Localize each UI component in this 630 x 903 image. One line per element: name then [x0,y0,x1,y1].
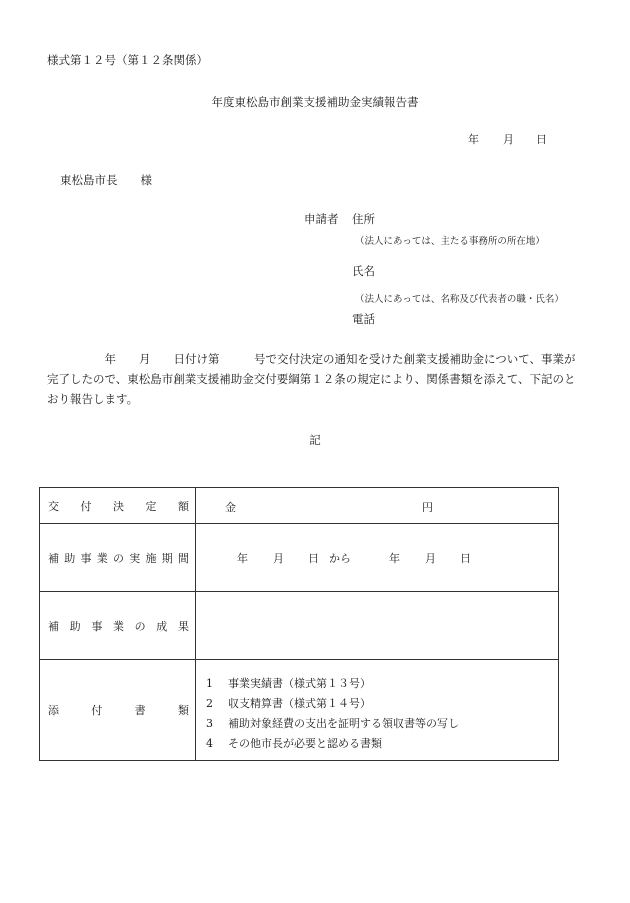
table-row-amount [40,488,559,524]
name-note: （法人にあっては、名称及び代表者の職・氏名） [355,294,564,305]
label-char: 交 [48,499,59,513]
label-char: 助 [69,619,81,633]
period-value-cell[interactable] [196,524,559,592]
label-char: 定 [145,499,157,513]
attachments-value-cell [196,660,559,761]
name-label: 氏名 [352,264,375,278]
period-label [40,524,196,592]
list-item [206,694,558,714]
list-item [206,734,558,754]
date-line [468,131,547,147]
label-char: 業 [96,551,108,565]
list-item [206,714,558,734]
addressee: 東松島市長 様 [60,173,152,187]
list-item-number: 4 [206,737,213,750]
period-kara: から [329,552,351,565]
phone-label: 電話 [352,312,375,326]
address-note: （法人にあっては、主たる事務所の所在地） [355,236,545,247]
label-char: 付 [91,704,103,717]
label-char: 補 [48,619,59,633]
list-item-number: 2 [206,697,213,710]
label-char: 実 [129,551,141,565]
list-item-text: その他市長が必要と認める書類 [228,737,382,750]
date-month: 月 [503,133,514,146]
label-char: 添 [48,704,59,717]
list-item-number: 3 [206,717,213,730]
body-paragraph [47,349,589,409]
ki-heading: 記 [309,433,321,447]
amount-unit: 円 [422,501,433,514]
label-char: 事 [91,619,103,633]
label-char: の [134,619,146,633]
period-start-day: 日 [308,552,319,565]
applicant-label: 申請者 [304,212,339,226]
label-char: 類 [177,704,189,717]
list-item [206,674,558,694]
date-day: 日 [536,133,547,146]
table-row-period [40,524,559,592]
label-char: 業 [112,619,124,633]
date-year: 年 [468,133,479,146]
list-item-number: 1 [206,677,213,690]
amount-prefix: 金 [225,501,236,514]
document-title: 年度東松島市創業支援補助金実績報告書 [211,95,419,109]
label-char: 成 [156,619,168,633]
label-char: 助 [64,551,76,565]
label-char: 期 [161,551,173,565]
report-table [39,487,559,761]
body-line: 完了したので、東松島市創業支援補助金交付要綱第１２条の規定により、関係書類を添えて、下記のと [47,372,576,386]
label-char: 書 [134,704,146,717]
label-char: 補 [48,551,59,565]
period-start-year: 年 [237,552,248,565]
address-label: 住所 [352,212,375,226]
attachments-list [196,666,558,754]
table-row-attachments [40,660,559,761]
period-end-month: 月 [425,552,436,565]
period-end-day: 日 [460,552,471,565]
label-char: の [113,551,124,565]
label-char: 施 [145,551,157,565]
label-char: 事 [80,551,92,565]
table-row-result [40,592,559,660]
period-start-month: 月 [273,552,284,565]
result-value-cell[interactable] [196,592,559,660]
list-item-text: 事業実績書（様式第１３号） [228,677,371,690]
label-char: 間 [178,551,189,565]
body-line: おり報告します。 [47,392,139,406]
amount-value-cell[interactable] [196,488,559,524]
amount-label [40,488,196,524]
label-char: 決 [113,499,124,513]
label-char: 付 [80,499,92,513]
label-char: 果 [177,619,189,633]
attachments-label [40,660,196,761]
result-label [40,592,196,660]
label-char: 額 [178,499,189,513]
list-item-text: 収支精算書（様式第１４号） [228,697,371,710]
list-item-text: 補助対象経費の支出を証明する領収書等の写し [228,717,459,730]
form-number: 様式第１２号（第１２条関係） [47,53,208,67]
body-line: 年 月 日付け第 号で交付決定の通知を受けた創業支援補助金について、事業が [47,352,576,366]
period-end-year: 年 [389,552,400,565]
